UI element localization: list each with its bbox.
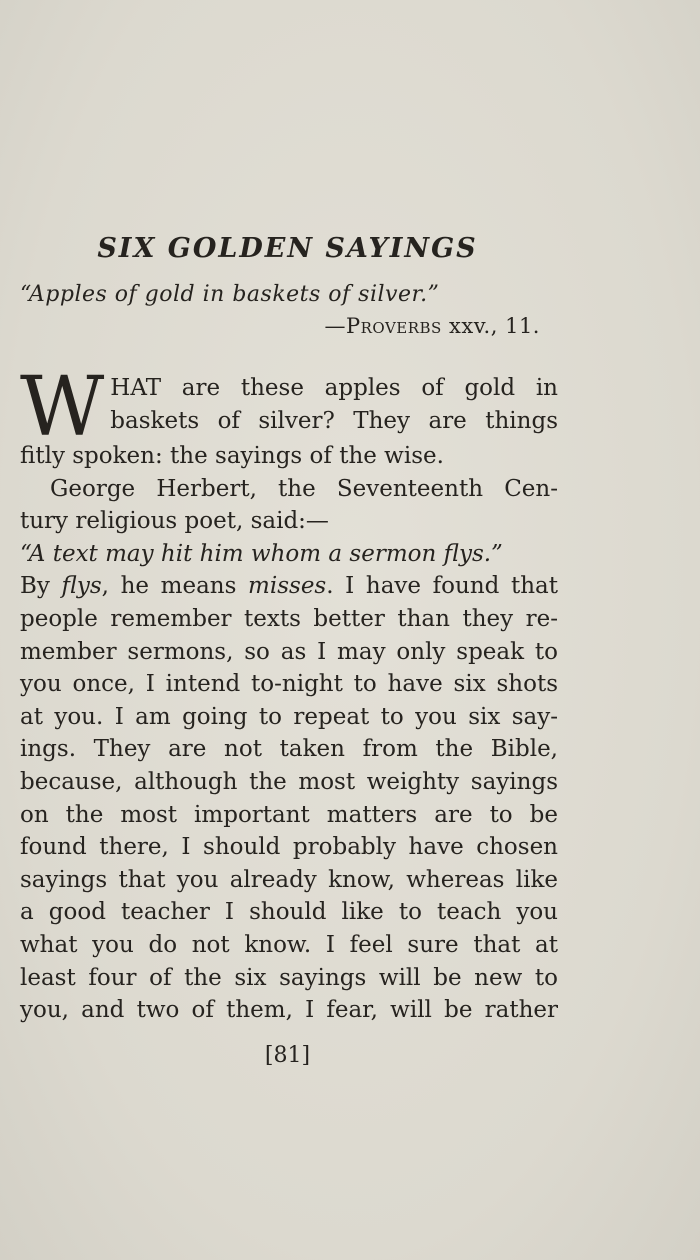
- text-line: at you. I am going to repeat to you six say-: [20, 703, 558, 730]
- text-fragment: By: [20, 573, 62, 600]
- text-fragment: . I have found that: [326, 573, 558, 600]
- quoted-text-line: “A text may hit him whom a sermon flys.”: [20, 540, 503, 567]
- epigraph-quote: “Apples of gold in baskets of silver.”: [20, 282, 440, 307]
- text-fragment: , he means: [101, 573, 249, 600]
- chapter-title: SIX GOLDEN SAYINGS: [97, 233, 478, 264]
- text-line: on the most important matters are to be: [20, 801, 558, 828]
- text-line: [20, 570, 558, 603]
- text-line: found there, I should probably have chosen: [20, 834, 558, 861]
- attribution-dash: —: [324, 314, 346, 338]
- text-line: HAT are these apples of gold in: [110, 375, 558, 401]
- text-line: what you do not know. I feel sure that at: [20, 931, 558, 958]
- attribution-reference: xxv., 11.: [441, 314, 540, 338]
- text-line: because, although the most weighty sayings: [20, 768, 558, 795]
- text-line: George Herbert, the Seventeenth Cen-: [50, 475, 558, 502]
- italic-word: flys: [61, 573, 102, 600]
- epigraph-attribution: [0, 314, 540, 338]
- text-line: a good teacher I should like to teach you: [20, 899, 558, 926]
- text-line: baskets of silver? They are things: [110, 407, 558, 434]
- page-number: [81]: [264, 1043, 311, 1068]
- text-line: tury religious poet, said:—: [20, 508, 329, 535]
- attribution-source: Proverbs: [345, 314, 442, 338]
- text-line: sayings that you already know, whereas like: [20, 866, 558, 893]
- text-line: fitly spoken: the sayings of the wise.: [20, 443, 444, 469]
- body-text: [20, 360, 558, 1027]
- text-line: least four of the six sayings will be new to: [20, 964, 558, 991]
- text-line: you once, I intend to-night to have six shots: [20, 671, 558, 698]
- text-line: member sermons, so as I may only speak to: [20, 638, 558, 665]
- drop-cap: W: [20, 360, 105, 455]
- text-line: people remember texts better than they re-: [20, 605, 558, 632]
- text-line: you, and two of them, I fear, will be rather: [20, 997, 558, 1024]
- italic-word: misses: [248, 573, 327, 600]
- text-line: ings. They are not taken from the Bible,: [20, 736, 558, 763]
